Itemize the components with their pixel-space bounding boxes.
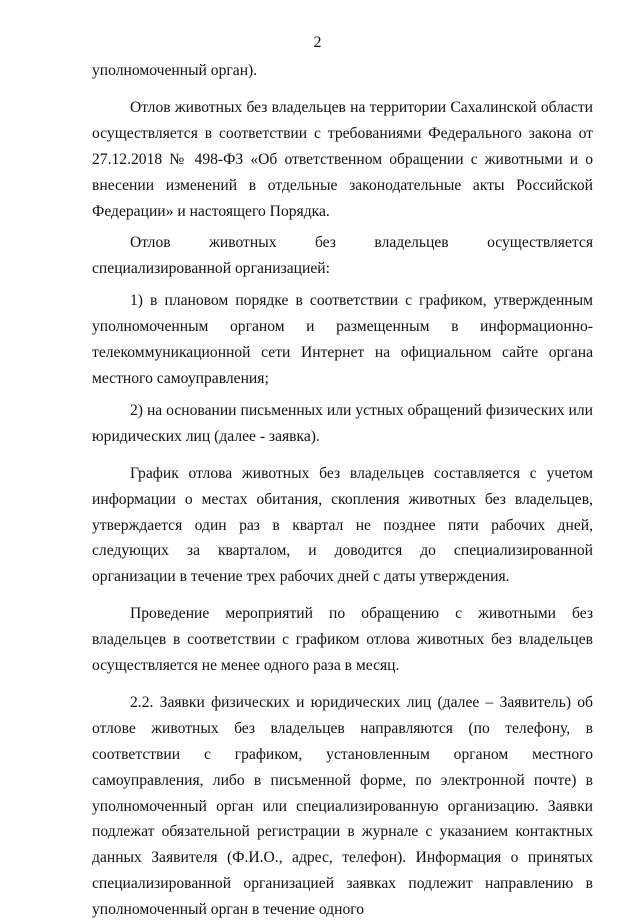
paragraph-item-1: 1) в плановом порядке в соответствии с графиком, утвержденным уполномоченным органом и размещенным в информационно-телекоммуникационной сети Интернет на официальном сайте органа местного самоуправления; [92,292,593,387]
paragraph-organization: Отлов животных без владельцев осуществляется специализированной организацией: [92,234,593,278]
paragraph-section-2-2: 2.2. Заявки физических и юридических лиц (далее – Заявитель) об отлове животных без владельцев направляются (по телефону, в соответствии с графиком, установленным органом местного самоуправления, либо в письменной форме, по электронной почте) в уполномоченный орган или специализированную организацию. Заявки подлежат обязательной регистрации в журнале с указанием контактных данных Заявителя (Ф.И.О., адрес, телефон). Информация о принятых специализированной организацией заявках подлежит направлению в уполномоченный орган в течение одного [92,693,593,919]
paragraph-legal-basis: Отлов животных без владельцев на территории Сахалинской области осуществляется в соответствии с требованиями Федерального закона от 27.12.2018 № 498-ФЗ «Об ответственном обращении с животными и о внесении изменений в отдельные законодательные акты Российской Федерации» и настоящего Порядка. [92,98,593,220]
paragraph-schedule: График отлова животных без владельцев составляется с учетом информации о местах обитания, скопления животных без владельцев, утверждается один раз в квартал не позднее пяти рабочих дней, следующих за кварталом, и доводится до специализированной организации в течение трех рабочих дней с даты утверждения. [92,464,593,586]
document-body [92,58,593,923]
page-number: 2 [313,34,322,51]
paragraph-frequency: Проведение мероприятий по обращению с животными без владельцев в соответствии с графиком отлова животных без владельцев осуществляется не менее одного раза в месяц. [92,605,593,675]
paragraph-continuation: уполномоченный орган). [92,62,258,79]
paragraph-item-2: 2) на основании письменных или устных обращений физических или юридических лиц (далее - заявка). [92,401,593,445]
